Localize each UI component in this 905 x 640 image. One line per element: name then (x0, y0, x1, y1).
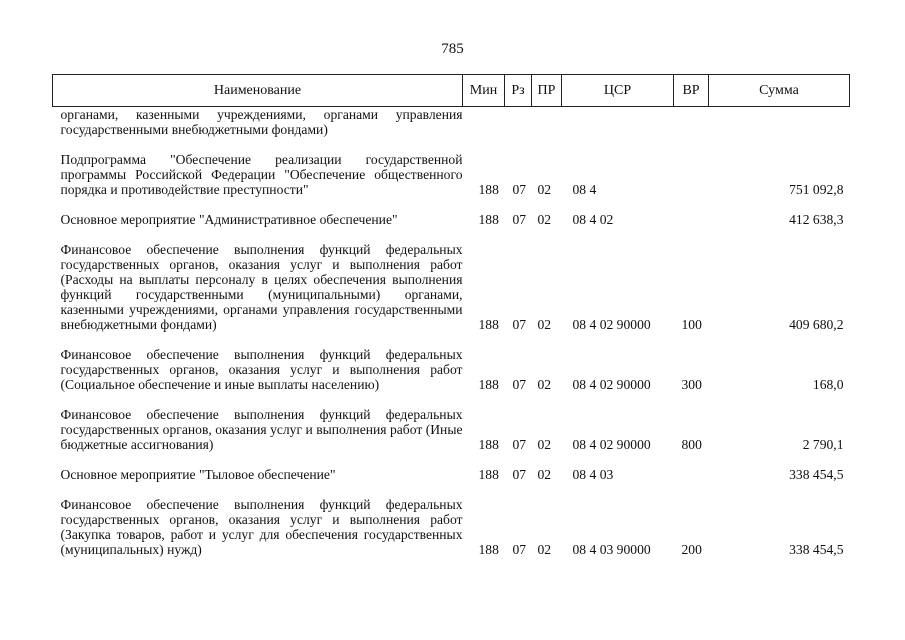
row-pr: 02 (537, 182, 552, 197)
row-rz (505, 107, 532, 138)
row-sum: 2 790,1 (802, 437, 844, 452)
table-row (53, 242, 850, 332)
row-pr: 02 (537, 212, 552, 227)
row-name: Финансовое обеспечение выполнения функций федеральных государственных органов, оказания услуг и выполнения работ (Расходы на выплаты персоналу в целях обеспечения выполнения функций государственными (муниципальными) органами, казенными учреждениями, органами управления государственными внебюджетными фондами) (60, 242, 463, 332)
row-gap (53, 482, 850, 497)
table-header-row (53, 75, 850, 107)
row-gap (53, 227, 850, 242)
row-min: 188 (478, 317, 499, 332)
table-row (53, 347, 850, 392)
row-pr (532, 107, 562, 138)
row-min: 188 (478, 377, 499, 392)
header-vr: ВР (674, 75, 709, 107)
row-csr: 08 4 02 90000 (572, 377, 651, 392)
header-rz: Рз (505, 75, 532, 107)
table-row (53, 497, 850, 557)
row-sum: 412 638,3 (789, 212, 844, 227)
row-csr: 08 4 (572, 182, 597, 197)
row-pr: 02 (537, 542, 552, 557)
row-csr: 08 4 02 (572, 212, 614, 227)
row-sum: 409 680,2 (789, 317, 844, 332)
row-sum: 751 092,8 (789, 182, 844, 197)
header-min: Мин (463, 75, 505, 107)
row-rz: 07 (512, 437, 527, 452)
row-min: 188 (478, 212, 499, 227)
row-sum: 338 454,5 (789, 542, 844, 557)
header-name: Наименование (53, 75, 463, 107)
row-name: Основное мероприятие "Административное обеспечение" (60, 212, 398, 227)
table-row (53, 467, 850, 482)
page-number: 785 (441, 41, 464, 57)
row-sum: 168,0 (812, 377, 844, 392)
row-csr: 08 4 03 90000 (572, 542, 651, 557)
row-name: Основное мероприятие "Тыловое обеспечение" (60, 467, 336, 482)
row-gap (53, 332, 850, 347)
row-gap (53, 137, 850, 152)
row-csr: 08 4 02 90000 (572, 437, 651, 452)
row-csr: 08 4 03 (572, 467, 614, 482)
row-rz: 07 (512, 317, 527, 332)
table-row (53, 107, 850, 138)
row-pr: 02 (537, 317, 552, 332)
header-pr: ПР (532, 75, 562, 107)
row-pr: 02 (537, 377, 552, 392)
row-gap (53, 452, 850, 467)
row-min: 188 (478, 467, 499, 482)
row-vr (674, 212, 709, 227)
row-gap (53, 197, 850, 212)
row-vr: 800 (681, 437, 702, 452)
row-vr: 100 (681, 317, 702, 332)
table-row (53, 212, 850, 227)
row-sum (709, 107, 850, 138)
row-vr (674, 467, 709, 482)
row-name: Финансовое обеспечение выполнения функций федеральных государственных органов, оказания услуг и выполнения работ (Социальное обеспечение и иные выплаты населению) (60, 347, 463, 392)
row-vr (674, 152, 709, 197)
row-min: 188 (478, 182, 499, 197)
row-name: органами, казенными учреждениями, органами управления государственными внебюджетными фондами) (60, 107, 463, 137)
row-rz: 07 (512, 467, 527, 482)
row-vr: 300 (681, 377, 702, 392)
row-min: 188 (478, 437, 499, 452)
budget-table (52, 74, 850, 557)
row-rz: 07 (512, 182, 527, 197)
row-rz: 07 (512, 212, 527, 227)
row-min: 188 (478, 542, 499, 557)
header-sum: Сумма (709, 75, 850, 107)
row-name: Финансовое обеспечение выполнения функций федеральных государственных органов, оказания услуг и выполнения работ (Закупка товаров, работ и услуг для обеспечения государственных (муниципальных) нужд) (60, 497, 463, 557)
row-csr: 08 4 02 90000 (572, 317, 651, 332)
table-row (53, 152, 850, 197)
table-row (53, 407, 850, 452)
row-name: Финансовое обеспечение выполнения функций федеральных государственных органов, оказания услуг и выполнения работ (Иные бюджетные ассигнования) (60, 407, 463, 452)
row-rz: 07 (512, 542, 527, 557)
row-gap (53, 392, 850, 407)
row-vr: 200 (681, 542, 702, 557)
row-name: Подпрограмма "Обеспечение реализации государственной программы Российской Федерации "Обеспечение общественного порядка и противодействие преступности" (60, 152, 463, 197)
row-pr: 02 (537, 437, 552, 452)
row-pr: 02 (537, 467, 552, 482)
row-vr (674, 107, 709, 138)
header-csr: ЦСР (562, 75, 674, 107)
row-csr (562, 107, 674, 138)
row-min (463, 107, 505, 138)
row-sum: 338 454,5 (789, 467, 844, 482)
row-rz: 07 (512, 377, 527, 392)
